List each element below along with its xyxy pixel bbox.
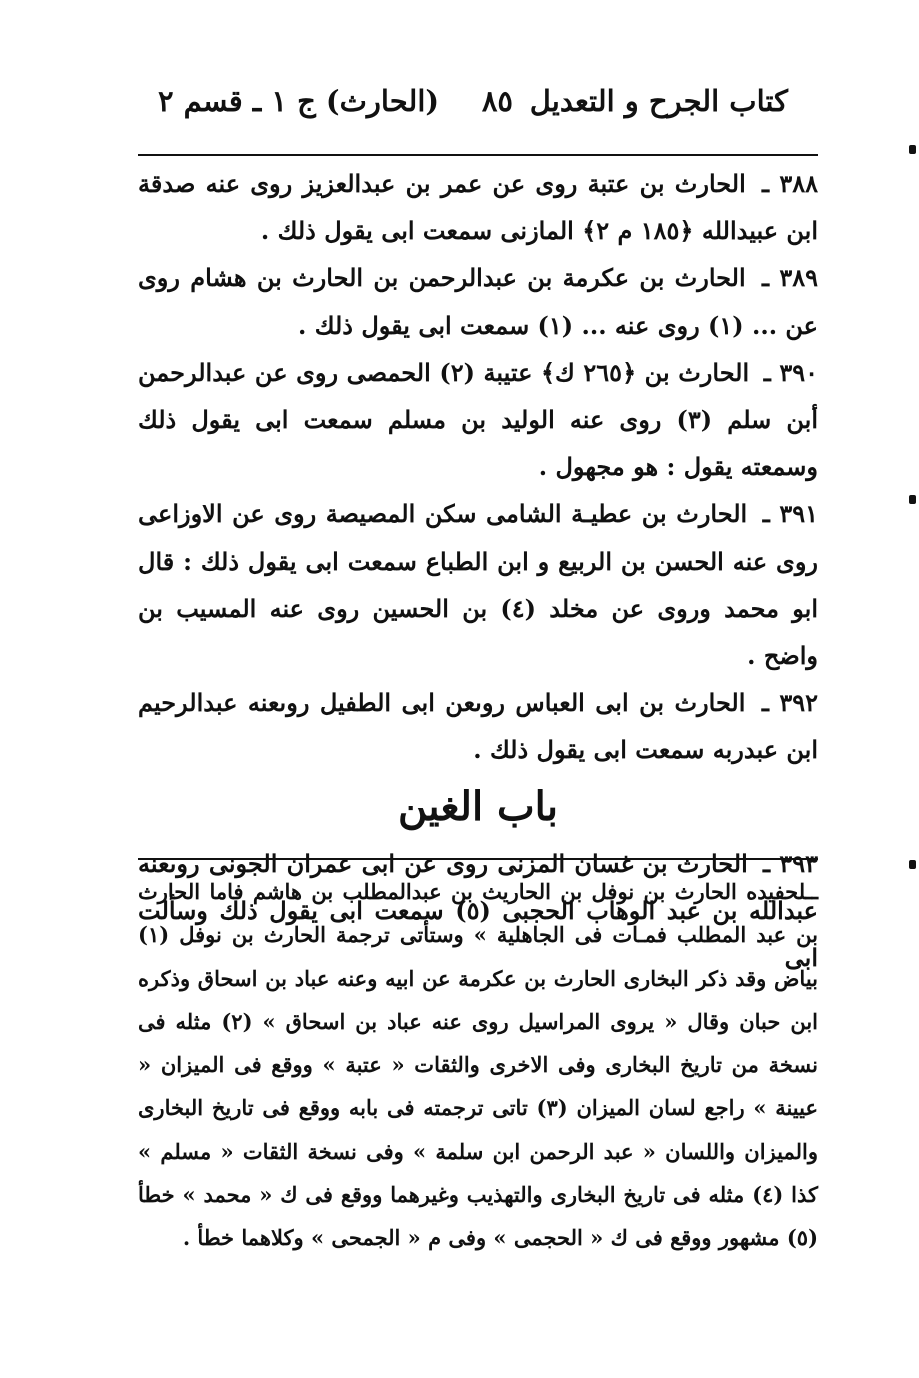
margin-mark bbox=[909, 860, 916, 869]
entry-number: ٣٩٢ ـ bbox=[761, 688, 818, 718]
header-rule bbox=[138, 154, 818, 156]
entry-391 bbox=[138, 490, 818, 679]
entry-388 bbox=[138, 160, 818, 254]
entry-number: ٣٨٨ ـ bbox=[762, 169, 818, 198]
document-page bbox=[138, 70, 818, 1320]
entry-text: الحارث بن ﴿٢٦٥ ك﴾ عتيبة (٢) الحمصى روى عن عبدالرحمن أبن سلم (٣) روى عنه الوليد بن مسلم سمعت ابى يقول ذلك وسمعته يقول : هو مجهول . bbox=[138, 357, 818, 482]
margin-mark bbox=[909, 495, 916, 504]
book-title: كتاب الجرح و التعديل bbox=[529, 84, 788, 118]
entry-number: ٣٩٠ ـ bbox=[763, 357, 818, 387]
entry-number: ٣٩٣ ـ bbox=[763, 848, 819, 878]
entry-text: الحارث بن عطيـة الشامى سكن المصيصة روى عن الاوزاعى روى عنه الحسن بن الربيع و ابن الطباع سمعت ابى يقول ذلك : قال ابو محمد وروى عن مخلد (٤) بن الحسين روى عنه المسيب بن واضح . bbox=[138, 499, 819, 671]
page-number: ٨٥ bbox=[481, 84, 513, 118]
entry-text: الحارث بن عتبة روى عن عمر بن عبدالعزيز روى عنه صدقة ابن عبيدالله ﴿١٨٥ م ٢﴾ المازنى سمعت ابى يقول ذلك . bbox=[138, 169, 818, 246]
margin-mark bbox=[909, 145, 916, 154]
chapter-heading: باب الغين bbox=[397, 782, 559, 830]
entry-390 bbox=[138, 349, 818, 491]
entry-number: ٣٨٩ ـ bbox=[761, 263, 819, 293]
running-header bbox=[138, 70, 818, 140]
entry-389 bbox=[138, 254, 818, 348]
entry-reference: (الحارث) ج ١ ـ قسم ٢ bbox=[158, 84, 440, 118]
entry-text: الحارث بن غسان المزنى روى عن ابى عمران الجونى روىعنه عبدالله بن عبد الوهاب الحجبى (٥) سمعت ابى يقول ذلك وسألت ابى bbox=[138, 848, 818, 973]
entry-text: الحارث بن عكرمة بن عبدالرحمن بن الحارث بن هشام روى عن ... (١) روى عنه ... (١) سمعت ابى يقول ذلك . bbox=[138, 263, 818, 340]
footnote-rule bbox=[138, 858, 818, 860]
entry-number: ٣٩١ ـ bbox=[762, 499, 819, 529]
footnotes: ــلحفيده الحارث بن نوفل بن الحاريث بن عبدالمطلب بن هاشم فاما الحارث بن عبد المطلب فمـات فى الجاهلية » وستأتى ترجمة الحارث بن نوفل (١) بياض وقد ذكر البخارى الحارث بن عكرمة عن ابيه وعنه عباد بن اسحاق وذكره ابن حبان وقال « يروى المراسيل روى عنه عباد بن اسحاق » (٢) مثله فى نسخة من تاريخ البخارى وفى الاخرى والثقات « عتبة » ووقع فى الميزان « عيينة » راجع لسان الميزان (٣) تاتى ترجمته فى بابه ووقع فى تاريخ البخارى والميزان واللسان « عبد الرحمن ابن سلمة » وفى نسخة الثقات « مسلم » كذا (٤) مثله فى تاريخ البخارى والتهذيب وغيرهما ووقع فى ك « محمد » خطأ (٥) مشهور ووقع فى ك « الحجمى » وفى م « الجمحى » وكلاهما خطأ . bbox=[138, 879, 819, 1251]
entry-text: الحارث بن ابى العباس روىعن ابى الطفيل روىعنه عبدالرحيم ابن عبدربه سمعت ابى يقول ذلك . bbox=[138, 688, 818, 765]
entry-392 bbox=[138, 679, 818, 773]
